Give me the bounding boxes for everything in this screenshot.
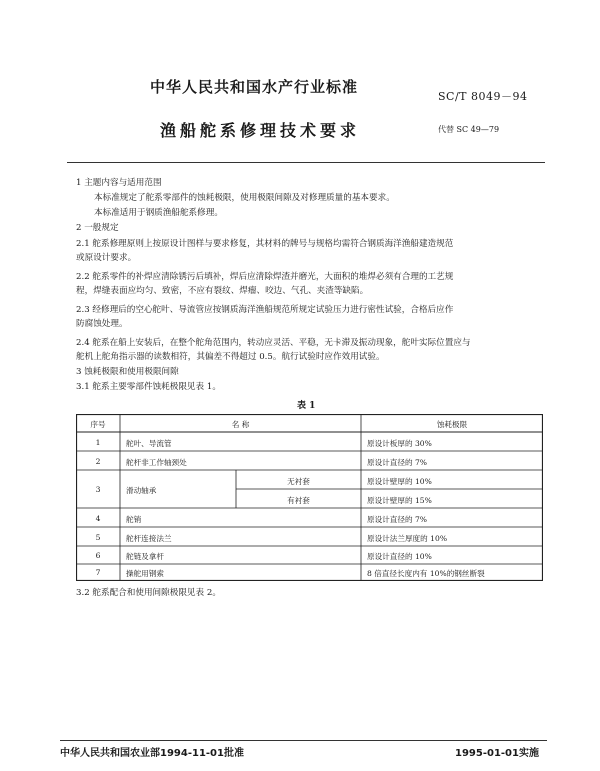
effective-date: 1995-01-01实施: [455, 748, 539, 759]
row-4-serial: 4: [95, 514, 101, 523]
section-2-heading: 2 一般规定: [76, 223, 119, 233]
row-2-name: 舵杆非工作轴颈处: [126, 458, 187, 467]
row-4-name: 舵销: [126, 515, 142, 524]
section-3-heading: 3 蚀耗极限和使用极限间隙: [76, 367, 179, 377]
row-6-serial: 6: [95, 551, 101, 560]
clause-3-2: 3.2 舵系配合和使用间隙极限见表 2。: [76, 588, 221, 598]
row-3a-limit: 原设计壁厚的 10%: [367, 477, 432, 486]
row-7-name: 操舵用钢索: [126, 569, 164, 578]
row-3b-limit: 原设计壁厚的 15%: [367, 496, 432, 505]
standard-number: SC/T 8049－94: [438, 90, 528, 103]
row-7-limit: 8 倍直径长度内有 10%的钢丝断裂: [367, 569, 485, 578]
table-caption: 表 1: [297, 401, 316, 411]
header-name: 名 称: [231, 420, 250, 429]
row-4-limit: 原设计直径的 7%: [367, 515, 428, 524]
section-1-para-1: 本标准规定了舵系零部件的蚀耗极限，使用极限间隙及对修理质量的基本要求。: [94, 193, 395, 203]
row-6-limit: 原设计直径的 10%: [367, 552, 432, 561]
header-divider: [67, 162, 545, 163]
row-3b-subname: 有衬套: [287, 496, 310, 505]
header-limit: 蚀耗极限: [436, 420, 468, 429]
footer-divider: [60, 740, 547, 741]
row-7-serial: 7: [95, 568, 101, 577]
replaces-note: 代替 SC 49—79: [438, 125, 500, 134]
clause-2-1-line-1: 2.1 舵系修理原则上按原设计图样与要求修复，其材料的牌号与规格均需符合钢质海洋渔船建造规范: [76, 239, 454, 249]
row-3a-subname: 无衬套: [287, 477, 310, 486]
clause-2-2-line-1: 2.2 舵系零件的补焊应清除锈污后填补，焊后应清除焊渣并磨光，大面积的堆焊必须有合理的工艺规: [76, 272, 454, 282]
document-title: 渔船舵系修理技术要求: [160, 121, 361, 140]
row-6-name: 舵链及拿杆: [126, 552, 164, 561]
row-5-serial: 5: [95, 533, 101, 542]
row-5-name: 舵杆连接法兰: [126, 534, 172, 543]
clause-2-3-line-1: 2.3 经修理后的空心舵叶、导流管应按钢质海洋渔船规范所规定试验压力进行密性试验，合格后应作: [76, 305, 454, 315]
clause-2-4-line-1: 2.4 舵系在船上安装后，在整个舵角范围内，转动应灵活、平稳，无卡滞及振动现象，舵叶实际位置应与: [76, 338, 471, 348]
row-3-name: 滑动轴承: [126, 486, 157, 495]
approval-statement: 中华人民共和国农业部1994-11-01批准: [60, 748, 244, 759]
header-serial: 序号: [90, 420, 106, 429]
clause-2-4-line-2: 舵机上舵角指示器的读数相符，其偏差不得超过 0.5。航行试验时应作效用试验。: [76, 352, 385, 362]
row-5-limit: 原设计法兰厚度的 10%: [367, 534, 448, 543]
wear-limit-table: [76, 414, 543, 581]
row-3-serial: 3: [95, 485, 101, 494]
section-1-heading: 1 主题内容与适用范围: [76, 178, 162, 188]
section-1-para-2: 本标准适用于钢质渔船舵系修理。: [94, 208, 223, 218]
issuing-standard-title: 中华人民共和国水产行业标准: [150, 78, 359, 96]
clause-2-1-line-2: 或原设计要求。: [76, 253, 137, 263]
clause-2-3-line-2: 防腐蚀处理。: [76, 319, 128, 329]
row-1-limit: 原设计板厚的 30%: [367, 439, 432, 448]
clause-2-2-line-2: 程，焊缝表面应均匀、致密，不应有裂纹、焊瘤、咬边、气孔、夹渣等缺陷。: [76, 286, 369, 296]
row-2-serial: 2: [95, 457, 101, 466]
row-2-limit: 原设计直径的 7%: [367, 458, 428, 467]
row-1-serial: 1: [95, 438, 101, 447]
clause-3-1: 3.1 舵系主要零部件蚀耗极限见表 1。: [76, 382, 221, 392]
row-1-name: 舵叶、导流管: [126, 439, 172, 448]
